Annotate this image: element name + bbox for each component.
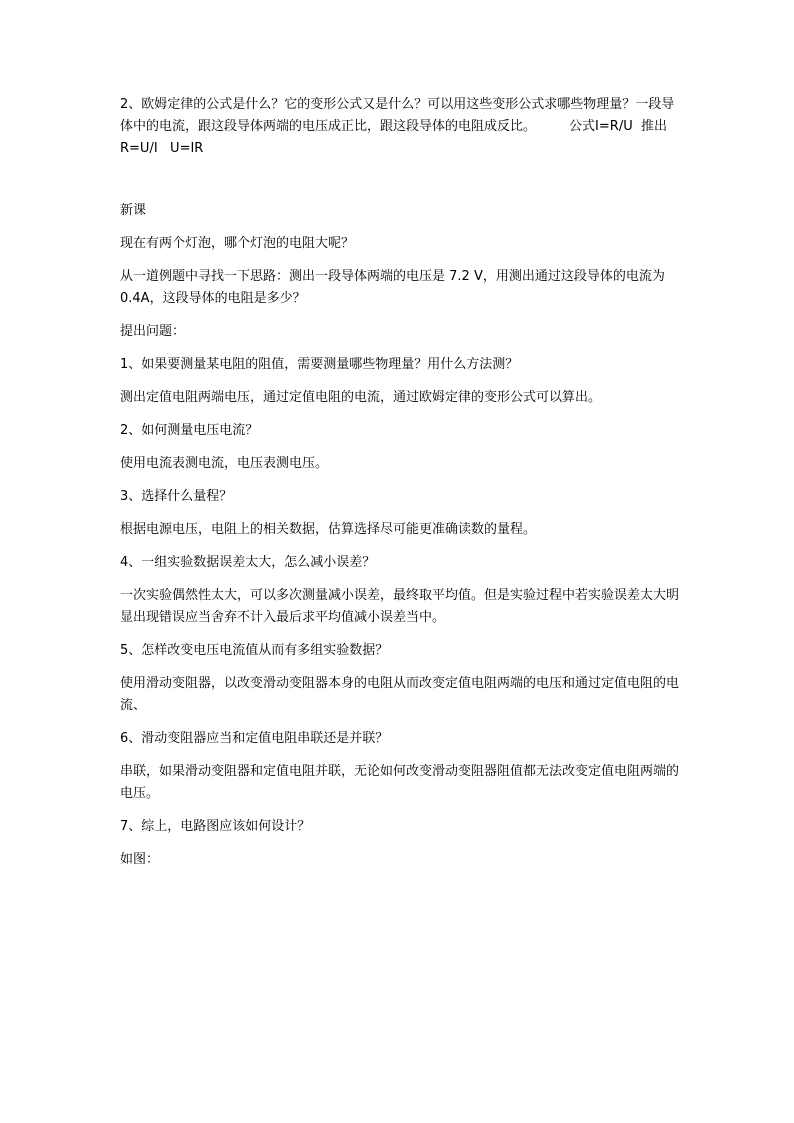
document-body [120, 94, 680, 871]
question-7: 7、综上，电路图应该如何设计？ [120, 819, 311, 834]
question-6: 6、滑动变阻器应当和定值电阻串联还是并联？ [120, 731, 389, 746]
question-3: 3、选择什么量程？ [120, 489, 233, 504]
question-1: 1、如果要测量某电阻的阻值，需要测量哪些物理量？用什么方法测？ [120, 357, 519, 372]
lesson-intro-question: 现在有两个灯泡，哪个灯泡的电阻大呢？ [120, 236, 355, 251]
answer-4: 一次实验偶然性太大，可以多次测量减小误差，最终取平均值。但是实验过程中若实验误差太大明显出现错误应当舍弃不计入最后求平均值减小误差当中。 [120, 588, 680, 625]
answer-7-see-figure: 如图： [120, 852, 160, 867]
answer-3: 根据电源电压，电阻上的相关数据，估算选择尽可能更准确读数的量程。 [120, 522, 537, 537]
answer-6: 串联，如果滑动变阻器和定值电阻并联，无论如何改变滑动变阻器阻值都无法改变定值电阻两端的电压。 [120, 764, 680, 801]
review-question-2: 2、欧姆定律的公式是什么？它的变形公式又是什么？可以用这些变形公式求哪些物理量？一段导体中的电流，跟这段导体两端的电压成正比，跟这段导体的电阻成反比。 公式I=R/U 推出 R=U/I U=IR [120, 97, 675, 156]
raise-questions-label: 提出问题： [120, 324, 186, 339]
answer-2: 使用电流表测电流，电压表测电压。 [120, 456, 329, 471]
question-5: 5、怎样改变电压电流值从而有多组实验数据？ [120, 643, 389, 658]
answer-1: 测出定值电阻两端电压，通过定值电阻的电流，通过欧姆定律的变形公式可以算出。 [120, 390, 602, 405]
question-2: 2、如何测量电压电流？ [120, 423, 259, 438]
section-heading-new-lesson: 新课 [120, 203, 147, 218]
answer-5: 使用滑动变阻器，以改变滑动变阻器本身的电阻从而改变定值电阻两端的电压和通过定值电阻的电流、 [120, 676, 680, 713]
example-problem: 从一道例题中寻找一下思路：测出一段导体两端的电压是 7.2 V，用测出通过这段导体的电流为 0.4A，这段导体的电阻是多少？ [120, 269, 669, 306]
question-4: 4、一组实验数据误差太大，怎么减小误差？ [120, 555, 376, 570]
